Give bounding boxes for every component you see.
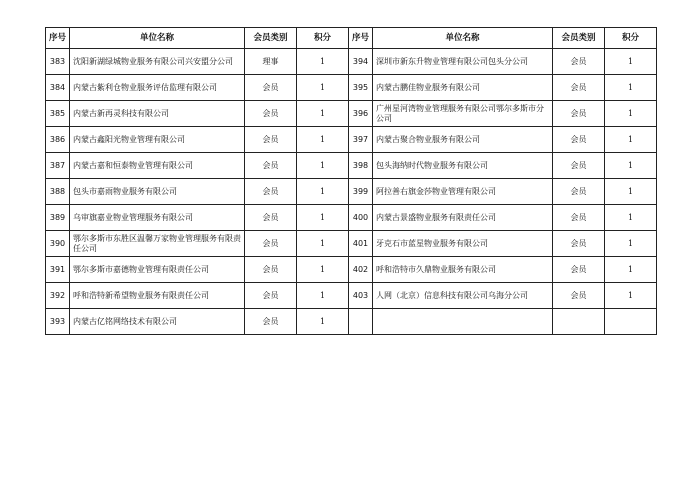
right-category-cell: 会员: [553, 127, 605, 153]
right-name-cell: 内蒙古景盛物业服务有限责任公司: [373, 205, 553, 231]
member-score-table: [45, 27, 657, 335]
left-category-cell: 会员: [245, 205, 297, 231]
right-seq-cell: 401: [349, 231, 373, 257]
table-row: [46, 283, 657, 309]
left-category-cell: 会员: [245, 75, 297, 101]
table-row: [46, 205, 657, 231]
left-score-cell: 1: [297, 283, 349, 309]
left-seq-cell: 393: [46, 309, 70, 335]
left-seq-cell: 383: [46, 49, 70, 75]
header-score-left: 积分: [297, 28, 349, 49]
header-row: [46, 28, 657, 49]
table-row: [46, 127, 657, 153]
left-score-cell: 1: [297, 179, 349, 205]
left-category-cell: 会员: [245, 153, 297, 179]
right-category-cell: 会员: [553, 231, 605, 257]
left-category-cell: 会员: [245, 309, 297, 335]
left-name-cell: 内蒙古嘉和恒泰物业管理有限公司: [70, 153, 245, 179]
right-category-cell: 会员: [553, 153, 605, 179]
left-score-cell: 1: [297, 49, 349, 75]
table-row: [46, 179, 657, 205]
table-row: [46, 231, 657, 257]
left-score-cell: 1: [297, 127, 349, 153]
left-seq-cell: 390: [46, 231, 70, 257]
left-seq-cell: 392: [46, 283, 70, 309]
right-seq-cell: 395: [349, 75, 373, 101]
left-score-cell: 1: [297, 309, 349, 335]
right-category-cell: 会员: [553, 205, 605, 231]
right-score-cell: 1: [605, 127, 657, 153]
header-seq-left: 序号: [46, 28, 70, 49]
left-seq-cell: 384: [46, 75, 70, 101]
left-score-cell: 1: [297, 101, 349, 127]
right-score-cell: 1: [605, 205, 657, 231]
header-name-right: 单位名称: [373, 28, 553, 49]
left-name-cell: 乌审旗嘉业物业管理服务有限公司: [70, 205, 245, 231]
left-category-cell: 会员: [245, 231, 297, 257]
right-category-cell: 会员: [553, 179, 605, 205]
right-category-cell: 会员: [553, 75, 605, 101]
left-name-cell: 沈阳新湖绿城物业服务有限公司兴安盟分公司: [70, 49, 245, 75]
left-name-cell: 内蒙古亿铭网络技术有限公司: [70, 309, 245, 335]
left-category-cell: 会员: [245, 127, 297, 153]
right-category-cell: 会员: [553, 49, 605, 75]
left-seq-cell: 385: [46, 101, 70, 127]
right-score-cell: 1: [605, 75, 657, 101]
table-row: [46, 49, 657, 75]
right-score-cell: 1: [605, 231, 657, 257]
right-seq-cell: [349, 309, 373, 335]
right-name-cell: 人网（北京）信息科技有限公司乌海分公司: [373, 283, 553, 309]
left-category-cell: 理事: [245, 49, 297, 75]
right-seq-cell: 394: [349, 49, 373, 75]
right-name-cell: 广州星河湾物业管理服务有限公司鄂尔多斯市分公司: [373, 101, 553, 127]
header-category-left: 会员类别: [245, 28, 297, 49]
right-category-cell: [553, 309, 605, 335]
left-seq-cell: 389: [46, 205, 70, 231]
table-row: [46, 75, 657, 101]
left-score-cell: 1: [297, 257, 349, 283]
right-name-cell: 包头海纳时代物业服务有限公司: [373, 153, 553, 179]
right-score-cell: 1: [605, 49, 657, 75]
right-seq-cell: 400: [349, 205, 373, 231]
left-category-cell: 会员: [245, 283, 297, 309]
left-seq-cell: 391: [46, 257, 70, 283]
right-seq-cell: 398: [349, 153, 373, 179]
right-score-cell: 1: [605, 179, 657, 205]
table-row: [46, 153, 657, 179]
left-score-cell: 1: [297, 153, 349, 179]
right-score-cell: 1: [605, 101, 657, 127]
left-name-cell: 包头市嘉雨物业服务有限公司: [70, 179, 245, 205]
table-row: [46, 257, 657, 283]
header-name-left: 单位名称: [70, 28, 245, 49]
right-seq-cell: 402: [349, 257, 373, 283]
right-category-cell: 会员: [553, 257, 605, 283]
left-score-cell: 1: [297, 75, 349, 101]
right-name-cell: 呼和浩特市久鼎物业服务有限公司: [373, 257, 553, 283]
right-score-cell: 1: [605, 283, 657, 309]
left-category-cell: 会员: [245, 257, 297, 283]
left-category-cell: 会员: [245, 101, 297, 127]
right-name-cell: 内蒙古聚合物业服务有限公司: [373, 127, 553, 153]
right-name-cell: 牙克石市蓝星物业服务有限公司: [373, 231, 553, 257]
right-score-cell: 1: [605, 257, 657, 283]
left-seq-cell: 388: [46, 179, 70, 205]
left-name-cell: 鄂尔多斯市东胜区温馨万家物业管理服务有限责任公司: [70, 231, 245, 257]
left-score-cell: 1: [297, 231, 349, 257]
right-score-cell: [605, 309, 657, 335]
right-score-cell: 1: [605, 153, 657, 179]
table-row: [46, 101, 657, 127]
table-row: [46, 309, 657, 335]
left-name-cell: 呼和浩特新希望物业服务有限责任公司: [70, 283, 245, 309]
left-name-cell: 内蒙古紫利仓物业服务评估监理有限公司: [70, 75, 245, 101]
right-seq-cell: 397: [349, 127, 373, 153]
right-seq-cell: 399: [349, 179, 373, 205]
table-body: [46, 49, 657, 335]
right-name-cell: 深圳市新东升物业管理有限公司包头分公司: [373, 49, 553, 75]
header-category-right: 会员类别: [553, 28, 605, 49]
left-score-cell: 1: [297, 205, 349, 231]
right-category-cell: 会员: [553, 101, 605, 127]
left-name-cell: 内蒙古新再灵科技有限公司: [70, 101, 245, 127]
header-seq-right: 序号: [349, 28, 373, 49]
right-seq-cell: 396: [349, 101, 373, 127]
right-name-cell: 内蒙古鹏佳物业服务有限公司: [373, 75, 553, 101]
right-name-cell: [373, 309, 553, 335]
left-name-cell: 内蒙古鑫阳光物业管理有限公司: [70, 127, 245, 153]
right-name-cell: 阿拉善右旗金莎物业管理有限公司: [373, 179, 553, 205]
left-name-cell: 鄂尔多斯市嘉德物业管理有限责任公司: [70, 257, 245, 283]
right-category-cell: 会员: [553, 283, 605, 309]
left-category-cell: 会员: [245, 179, 297, 205]
left-seq-cell: 386: [46, 127, 70, 153]
right-seq-cell: 403: [349, 283, 373, 309]
left-seq-cell: 387: [46, 153, 70, 179]
header-score-right: 积分: [605, 28, 657, 49]
